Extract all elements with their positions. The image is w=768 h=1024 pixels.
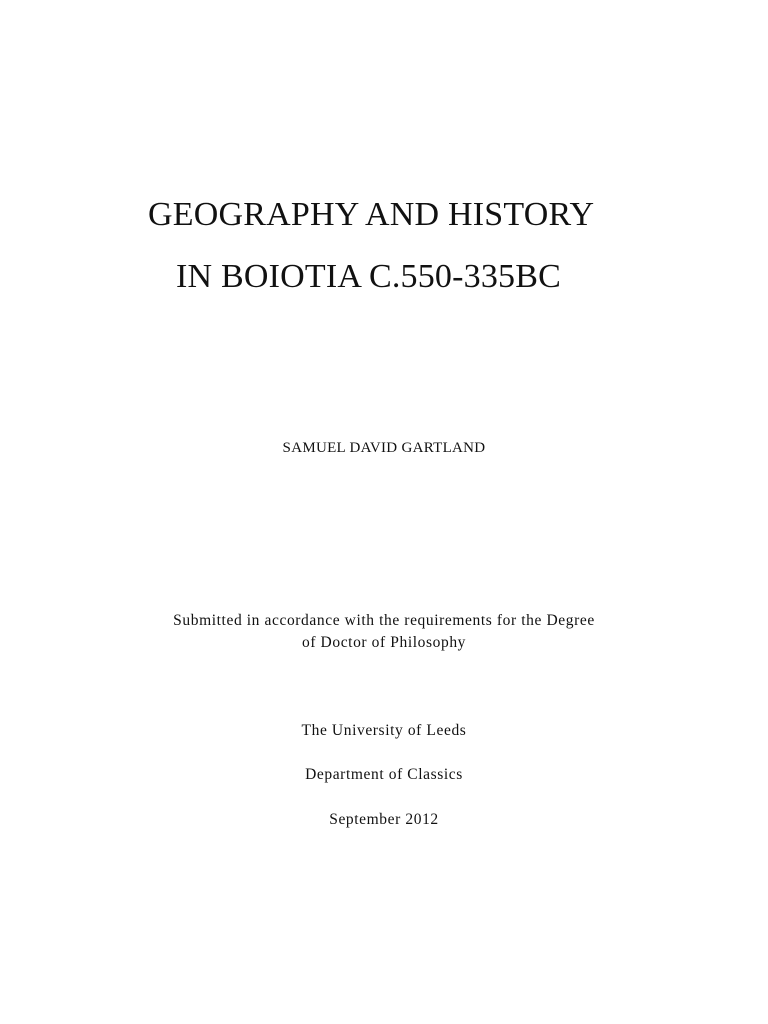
submission-statement-line-1: Submitted in accordance with the requirements for the Degree (173, 612, 595, 629)
submission-date: September 2012 (329, 811, 439, 828)
thesis-title-line-1: GEOGRAPHY AND HISTORY (148, 196, 595, 233)
submission-statement-line-2: of Doctor of Philosophy (301, 634, 467, 651)
university-name: The University of Leeds (301, 722, 467, 739)
submission-statement (0, 610, 768, 654)
department-name: Department of Classics (305, 766, 463, 783)
author-name: SAMUEL DAVID GARTLAND (282, 440, 486, 456)
thesis-title-line-2: IN BOIOTIA C.550-335BC (176, 258, 562, 295)
